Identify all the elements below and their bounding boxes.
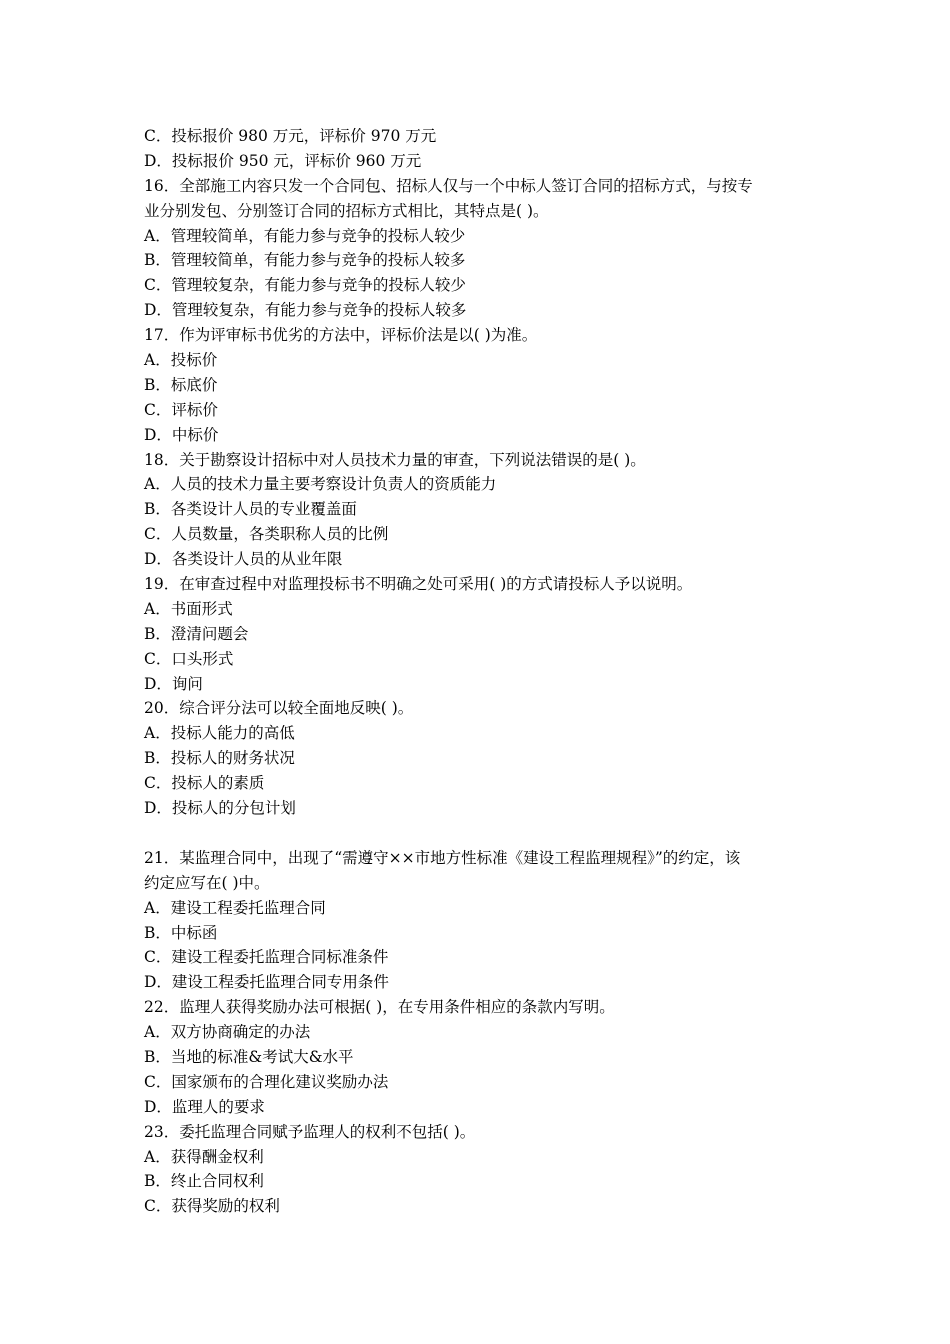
option-b: B．投标人的财务状况: [144, 749, 295, 768]
option-c: C．国家颁布的合理化建议奖励办法: [144, 1072, 389, 1091]
option-d: D．投标人的分包计划: [144, 799, 296, 818]
option-c: C．管理较复杂，有能力参与竞争的投标人较少: [144, 276, 466, 295]
question-21-stem: 21．某监理合同中，出现了“需遵守××市地方性标准《建设工程监理规程》”的约定，该: [144, 848, 741, 867]
option-b: B．各类设计人员的专业覆盖面: [144, 500, 357, 519]
text-line: C．投标报价 980 万元，评标价 970 万元: [144, 127, 437, 145]
option-b: B．标底价: [144, 375, 218, 394]
option-a: A．投标价: [144, 351, 218, 370]
question-18-stem: 18．关于勘察设计招标中对人员技术力量的审查，下列说法错误的是( )。: [144, 450, 646, 469]
option-a: A．获得酬金权利: [144, 1147, 264, 1166]
option-c: C．人员数量，各类职称人员的比例: [144, 525, 389, 544]
option-a: A．管理较简单，有能力参与竞争的投标人较少: [144, 226, 466, 245]
option-c: C．口头形式: [144, 649, 234, 668]
option-d: D．建设工程委托监理合同专用条件: [144, 973, 389, 992]
option-b: B．当地的标准&考试大&水平: [144, 1047, 354, 1066]
question-20-stem: 20．综合评分法可以较全面地反映( )。: [144, 699, 414, 718]
option-a: A．建设工程委托监理合同: [144, 898, 326, 917]
option-b: B．澄清问题会: [144, 624, 249, 643]
option-a: A．投标人能力的高低: [144, 724, 295, 743]
option-d: D．询问: [144, 674, 203, 693]
option-a: A．书面形式: [144, 599, 233, 618]
option-c: C．评标价: [144, 400, 218, 419]
blank-line: [144, 821, 824, 846]
document-page: [144, 124, 824, 1219]
question-21-stem-cont: 约定应写在( )中。: [144, 873, 270, 892]
question-19-stem: 19．在审查过程中对监理投标书不明确之处可采用( )的方式请投标人予以说明。: [144, 575, 693, 594]
option-a: A．双方协商确定的办法: [144, 1023, 311, 1042]
question-22-stem: 22．监理人获得奖励办法可根据( )，在专用条件相应的条款内写明。: [144, 998, 615, 1017]
option-d: D．管理较复杂，有能力参与竞争的投标人较多: [144, 301, 467, 320]
option-c: C．投标人的素质: [144, 774, 265, 793]
text-line: D．投标报价 950 元，评标价 960 万元: [144, 151, 422, 170]
option-d: D．监理人的要求: [144, 1097, 265, 1116]
option-a: A．人员的技术力量主要考察设计负责人的资质能力: [144, 475, 497, 494]
question-16-stem-cont: 业分别发包、分别签订合同的招标方式相比，其特点是( )。: [144, 201, 549, 220]
option-c: C．建设工程委托监理合同标准条件: [144, 948, 389, 967]
question-17-stem: 17．作为评审标书优劣的方法中，评标价法是以( )为准。: [144, 326, 538, 345]
option-b: B．终止合同权利: [144, 1172, 264, 1191]
option-d: D．各类设计人员的从业年限: [144, 550, 343, 569]
question-23-stem: 23．委托监理合同赋予监理人的权利不包括( )。: [144, 1122, 476, 1141]
option-d: D．中标价: [144, 425, 219, 444]
option-c: C．获得奖励的权利: [144, 1197, 280, 1216]
option-b: B．管理较简单，有能力参与竞争的投标人较多: [144, 251, 466, 270]
question-16-stem: 16．全部施工内容只发一个合同包、招标人仅与一个中标人签订合同的招标方式，与按专: [144, 176, 753, 195]
option-b: B．中标函: [144, 923, 218, 942]
